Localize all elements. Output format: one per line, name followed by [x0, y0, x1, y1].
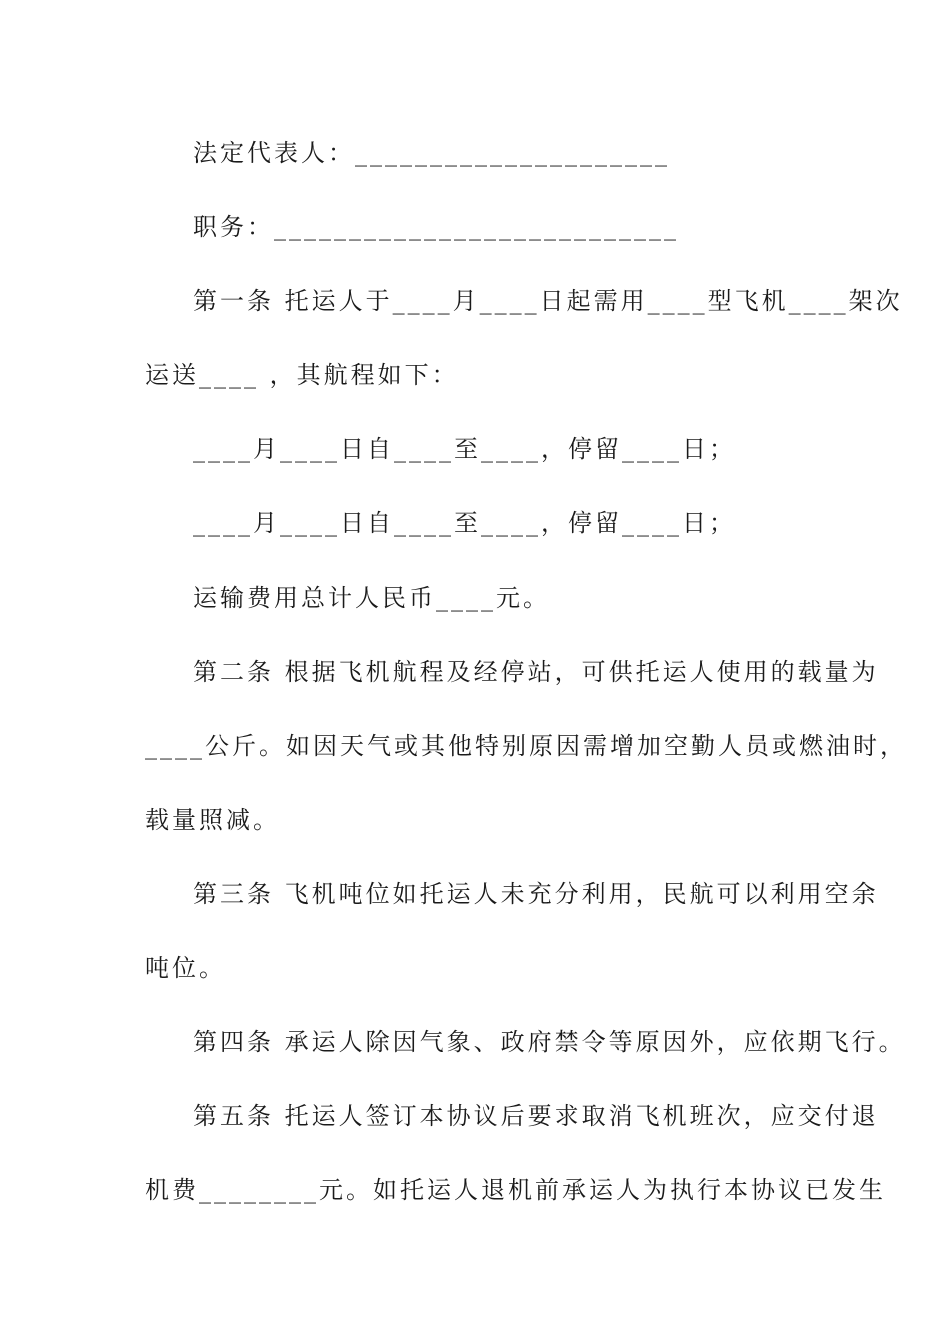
legal-representative-line: 法定代表人：_____________________	[193, 139, 670, 167]
article-1-line-2: 运送____ ，其航程如下：	[145, 361, 459, 389]
article-2-line-1: 第二条 根据飞机航程及经停站，可供托运人使用的载量为	[193, 658, 879, 686]
article-1-line-1: 第一条 托运人于____月____日起需用____型飞机____架次	[193, 287, 903, 315]
position-line: 职务：___________________________	[193, 213, 679, 241]
article-2-line-3: 载量照减。	[145, 806, 280, 834]
article-4-line: 第四条 承运人除因气象、政府禁令等原因外，应依期飞行。	[193, 1028, 906, 1056]
article-3-line-2: 吨位。	[145, 954, 226, 982]
total-fee-line: 运输费用总计人民币____元。	[193, 584, 550, 612]
itinerary-line-2: ____月____日自____至____，停留____日；	[193, 509, 736, 537]
article-5-line-2: 机费________元。如托运人退机前承运人为执行本协议已发生	[145, 1176, 886, 1204]
article-5-line-1: 第五条 托运人签订本协议后要求取消飞机班次，应交付退	[193, 1102, 879, 1130]
article-2-line-2: ____公斤。如因天气或其他特别原因需增加空勤人员或燃油时，	[145, 732, 907, 760]
itinerary-line-1: ____月____日自____至____，停留____日；	[193, 435, 736, 463]
article-3-line-1: 第三条 飞机吨位如托运人未充分利用，民航可以利用空余	[193, 880, 879, 908]
